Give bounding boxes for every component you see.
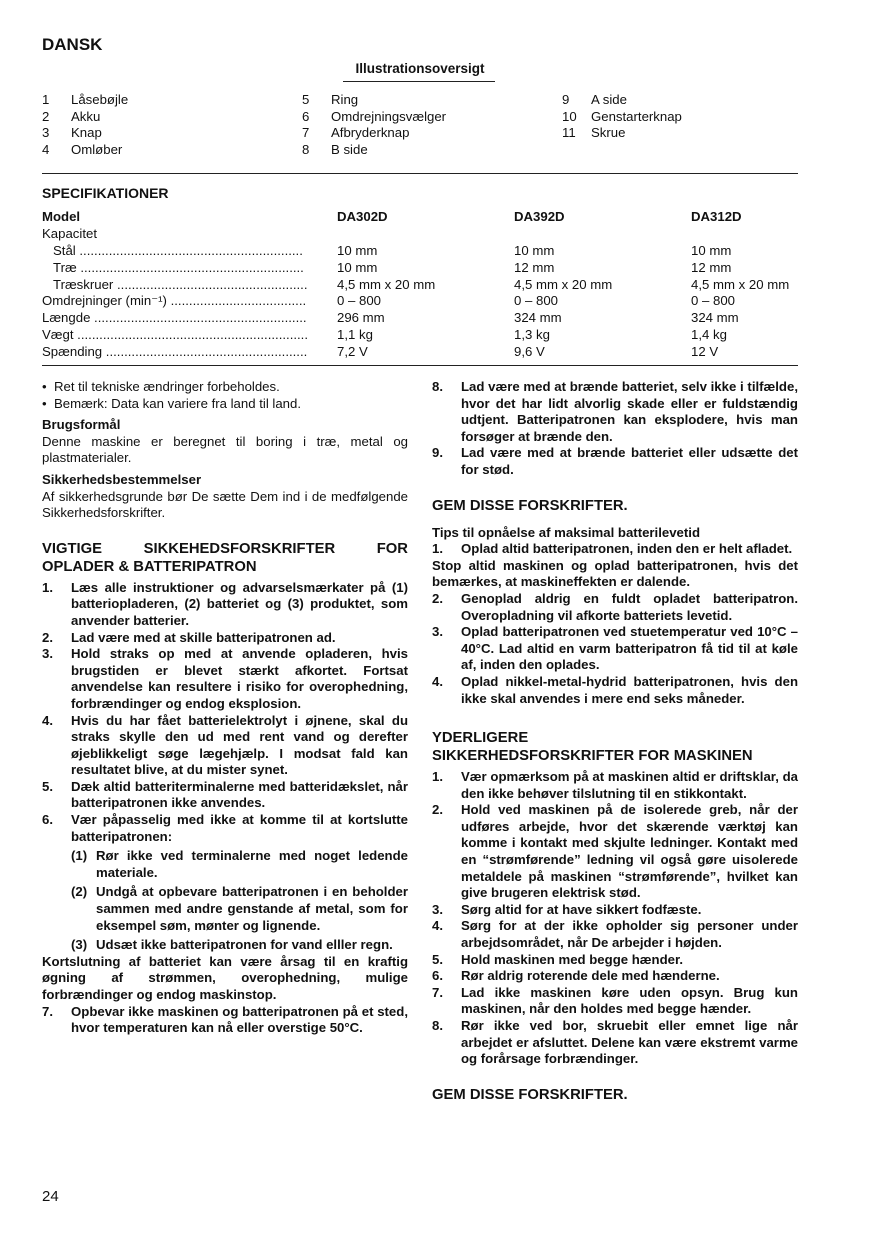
list-item: 3. Sørg altid for at have sikkert fodfæste. — [432, 901, 702, 917]
list-item: 4. Sørg for at der ikke opholder sig personer under arbejdsområdet, når De arbejder i højden. — [432, 918, 798, 951]
safety-text: Af sikkerhedsgrunde bør De sætte Dem ind i de medfølgende Sikkerhedsforskrifter. — [42, 488, 408, 521]
list-item: 7. Lad ikke maskinen køre uden opsyn. Brug kun maskinen, når den holdes med begge hænder. — [432, 984, 798, 1017]
spec-row: Træskruer .................................................... 4,5 mm x 20 mm 4,5 mm x 20 mm 4,5 mm x 20 mm — [53, 277, 790, 292]
list-item: 2. Hold ved maskinen på de isolerede greb, når der udføres arbejde, hvor det skærende værktøj kan komme i kontakt med skjulte ledninger. Kontakt med en “strømførende” ledning vil også gøre uisolerede metaldele på maskinen “strømførende”, hvilket kan give brugeren elektrisk stød. — [432, 802, 798, 901]
list-item: 5. Dæk altid batteriterminalerne med batteridækslet, når batteripatronen ikke anvendes. — [42, 778, 408, 811]
spec-capacity-row: Kapacitet — [42, 226, 97, 241]
list-item: 1 Låsebøjle — [42, 92, 129, 107]
list-item: 1. Læs alle instruktioner og advarselsmærkater på (1) batteriopladeren, (2) batteriet og (3) produktet, som anvender batterier. — [42, 579, 408, 628]
spec-header-row: Model DA302D DA392D DA312D — [42, 209, 742, 224]
list-item: 8. Rør ikke ved bor, skruebit eller emnet lige når arbejdet er afsluttet. Delene kan være ekstremt varme og forårsage forbrændinger. — [432, 1018, 798, 1067]
list-item: 8 B side — [302, 141, 368, 157]
list-item: 4 Omløber — [42, 141, 123, 157]
list-item: 2. Genoplad aldrig en fuldt opladet batteripatron. Overopladning vil afkorte batteriets levetid. — [432, 590, 798, 623]
list-item: 5 Ring — [302, 92, 359, 107]
language-heading: DANSK — [42, 35, 103, 54]
list-item: 6. Vær påpasselig med ikke at komme til at kortslutte batteripatronen: — [42, 812, 408, 844]
list-item: 2 Akku — [42, 108, 101, 124]
usage-heading: Brugsformål — [42, 417, 121, 433]
note-item: • Ret til tekniske ændringer forbeholdes. — [42, 379, 280, 394]
list-item: 4. Hvis du har fået batterielektrolyt i øjnene, skal du straks skylle den ud med rent vand og derefter øjeblikkeligt søge lægehjælp. I modsat fald kan resultatet blive, at du mister synet. — [42, 712, 408, 778]
spec-row: Spænding ....................................................... 7,2 V 9,6 V 12 V — [42, 344, 719, 359]
list-item: 1. Oplad altid batteripatronen, inden den er helt afladet. — [432, 541, 793, 557]
illustration-list-col2 — [302, 92, 446, 158]
list-item: 6. Rør aldrig roterende dele med hænderne. — [432, 968, 720, 984]
right-column — [432, 379, 798, 1104]
safety-heading: Sikkerhedsbestemmelser — [42, 471, 202, 487]
sub-list-item: (1) Rør ikke ved terminalerne med noget ledende materiale. — [71, 848, 408, 880]
list-item: 7 Afbryderknap — [302, 125, 410, 141]
illustration-list-col3 — [562, 92, 682, 142]
list-item: 11 Skrue — [562, 125, 626, 141]
sub-list-item: (2) Undgå at opbevare batteripatronen i en beholder sammen med andre genstande af metal, som for eksempel søm, mønter og lignende. — [71, 884, 408, 933]
sub-list-item: (3) Udsæt ikke batteripatronen for vand elller regn. — [71, 937, 393, 953]
list-item: 4. Oplad nikkel-metal-hydrid batteripatronen, hvis den ikke skal anvendes i mere end seks måneder. — [432, 673, 798, 706]
spec-row: Omdrejninger (min⁻¹) ..................................... 0 – 800 0 – 800 0 – 800 — [42, 293, 735, 308]
list-item: 9. Lad være med at brænde batteriet eller udsætte det for stød. — [432, 445, 798, 477]
list-item: 10 Genstarterknap — [562, 108, 682, 124]
illustration-list-col1 — [42, 92, 128, 158]
charger-safety-heading: VIGTIGE SIKKEHEDSFORSKRIFTER FOR OPLADER & BATTERIPATRON — [42, 540, 408, 575]
keep-instructions-heading: GEM DISSE FORSKRIFTER. — [432, 497, 628, 514]
page-number: 24 — [42, 1188, 59, 1205]
list-item: 2. Lad være med at skille batteripatronen ad. — [42, 629, 336, 645]
list-item: 3. Hold straks op med at anvende opladeren, hvis brugstiden er blevet stærkt afkortet. Fortsat anvendelse kan resultere i risiko for overophedning, forbrændinger og endog eksplosion. — [42, 646, 408, 711]
keep-instructions-heading: GEM DISSE FORSKRIFTER. — [432, 1086, 628, 1103]
list-item: 5. Hold maskinen med begge hænder. — [432, 951, 684, 967]
specifications-title: SPECIFIKATIONER — [42, 185, 169, 201]
illustration-title: Illustrationsoversigt — [355, 61, 485, 76]
battery-tips-heading: Tips til opnåelse af maksimal batterilevetid — [432, 524, 700, 540]
illustration-title-underline — [343, 81, 495, 82]
spec-row: Træ ............................................................. 10 mm 12 mm 12 mm — [53, 260, 732, 275]
machine-safety-heading-line1: YDERLIGERE — [432, 730, 529, 747]
list-item: 9 A side — [562, 92, 627, 107]
list-item: 8. Lad være med at brænde batteriet, selv ikke i tilfælde, hvor det har lidt alvorlig skade eller er fuldstændig udtjent. Batteripatronen kan eksplodere, hvis man forsøger at brænde den. — [432, 379, 798, 444]
list-item: 3 Knap — [42, 125, 102, 141]
divider — [42, 173, 798, 174]
usage-text: Denne maskine er beregnet til boring i træ, metal og plastmaterialer. — [42, 433, 408, 466]
list-item: 3. Oplad batteripatronen ved stuetemperatur ved 10°C – 40°C. Lad altid en varm batteripatron få tid til at køle af, inden den oplades. — [432, 624, 798, 673]
list-item: 7. Opbevar ikke maskinen og batteripatronen på et sted, hvor temperaturen kan nå eller overstige 50°C. — [42, 1003, 408, 1036]
machine-safety-heading-line2: SIKKERHEDSFORSKRIFTER FOR MASKINEN — [432, 748, 753, 765]
spec-row: Længde .......................................................... 296 mm 324 mm 324 mm — [42, 310, 739, 325]
note-item: • Bemærk: Data kan variere fra land til land. — [42, 395, 302, 411]
divider — [42, 365, 798, 366]
spec-row: Stål ............................................................. 10 mm 10 mm 10 mm — [53, 243, 732, 258]
left-column — [42, 379, 408, 1037]
short-circuit-note: Kortslutning af batteriet kan være årsag til en kraftig øgning af strømmen, overophedning, mulige forbrændinger og endog maskinstop. — [42, 953, 408, 1002]
list-item: 6 Omdrejningsvælger — [302, 108, 447, 124]
list-item: 1. Vær opmærksom på at maskinen altid er driftsklar, da den ikke behøver tilslutning til en stikkontakt. — [432, 769, 798, 801]
tip-continuation: Stop altid maskinen og oplad batteripatronen, hvis det bemærkes, at maskineffekten er dalende. — [432, 557, 798, 590]
spec-row: Vægt ............................................................... 1,1 kg 1,3 kg 1,4 kg — [42, 327, 727, 342]
